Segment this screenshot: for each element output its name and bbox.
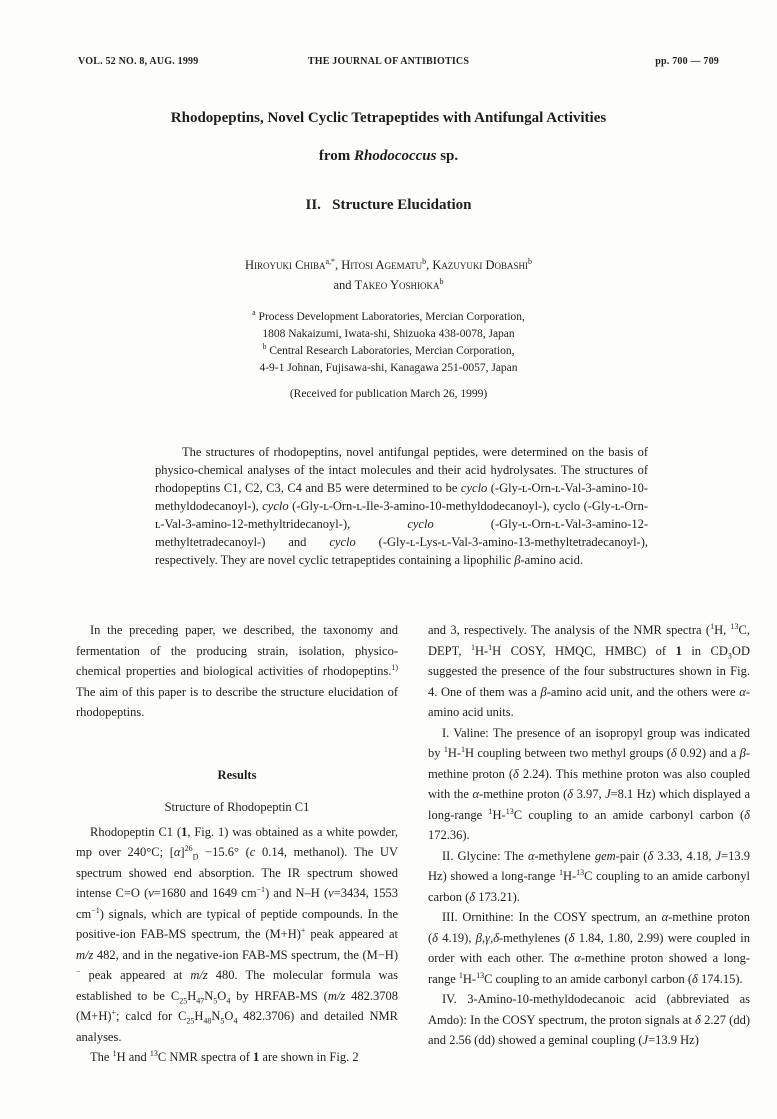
structure-subheading: Structure of Rhodopeptin C1 <box>164 800 310 814</box>
abstract <box>155 443 648 569</box>
running-header-volume: VOL. 52 NO. 8, AUG. 1999 <box>78 56 199 67</box>
results-heading: Results <box>217 767 257 782</box>
right-column <box>428 620 750 1051</box>
intro-paragraph: In the preceding paper, we described, the taxonomy and fermentation of the producing strain, isolation, physico-chemical properties and biological activities of rhodopeptins.$^{1)}$ The aim of this paper is to describe the structure elucidation of rhodopeptins. <box>76 623 398 719</box>
nmr-analysis-paragraph: and 3, respectively. The analysis of the NMR spectra ($^1$H, $^{13}$C, DEPT, $^1$H-$^1$H COSY, HMQC, HMBC) of 1 in $CD_3OD$ suggested the presence of the four substructures shown in Fig. 4. One of them was a β-amino acid unit, and the others were α-amino acid units. <box>428 621 751 719</box>
valine-paragraph: I. Valine: The presence of an isopropyl group was indicated by $^1$H-$^1$H coupling between two methyl groups (δ 0.92) and a β-methine proton (δ 2.24). This methine proton was also coupled with the α-methine proton (δ 3.97, J=8.1 Hz) which displayed a long-range $^1$H-$^{13}$C coupling to an amide carbonyl carbon (δ 172.36). <box>428 725 751 842</box>
running-header-pages: pp. 700 — 709 <box>655 56 719 67</box>
running-header-journal: THE JOURNAL OF ANTIBIOTICS <box>307 56 470 67</box>
nmr-spectra-paragraph: The $^1$H and $^{13}$C NMR spectra of 1 are shown in Fig. 2 <box>90 1048 359 1064</box>
affiliation-a-line1: $^a$ Process Development Laboratories, Mercian Corporation, <box>252 308 525 323</box>
amdo-paragraph: IV. 3-Amino-10-methyldodecanoic acid (abbreviated as Amdo): In the COSY spectrum, the proton signals at δ 2.27 (dd) and 2.56 (dd) showed a geminal coupling (J=13.9 Hz) <box>428 992 751 1047</box>
affiliation-a-line2: 1808 Nakaizumi, Iwata-shi, Shizuoka 438-0078, Japan <box>262 328 515 340</box>
abstract-text: The structures of rhodopeptins, novel antifungal peptides, were determined on the basis of physico-chemical analyses of the intact molecules and their acid hydrolysates. The structures of rhodopeptins C1, C2, C3, C4 and B5 were determined to be cyclo (-Gly-ʟ-Orn-ʟ-Val-3-amino-10-methyldodecanoyl-), cyclo (-Gly-ʟ-Orn-ʟ-Ile-3-amino-10-methyldodecanoyl-), cyclo (-Gly-ʟ-Orn-ʟ-Val-3-amino-12-methyltridecanoyl-), cyclo (-Gly-ʟ-Orn-ʟ-Val-3-amino-12-methyltetradecanoyl-) and cyclo (-Gly-ʟ-Lys-ʟ-Val-3-amino-13-methyltetradecanoyl-), respectively. They are novel cyclic tetrapeptides containing a lipophilic β-amino acid. <box>155 445 649 567</box>
rhodopeptin-c1-paragraph: Rhodopeptin C1 (1, Fig. 1) was obtained as a white powder, mp over 240°C; $[\alpha]^{26}_D -15.6^\circ$ (c 0.14, methanol). The UV spectrum showed end absorption. The IR spectrum showed intense C=O (ν=1680 and 1649 $cm^{-1}$) and N–H (ν=3434, 1553 $cm^{-1}$) signals, which are typical of peptide compounds. In the positive-ion FAB-MS spectrum, the (M+H)+ peak appeared at m/z 482, and in the negative-ion FAB-MS spectrum, the (M−H)− peak appeared at m/z 480. The molecular formula was established to be $C_{25}H_{47}N_5O_4$ by HRFAB-MS (m/z 482.3708 (M+H)+; calcd for $C_{25}H_{48}N_5O_4$ 482.3706) and detailed NMR analyses. <box>76 824 399 1044</box>
ornithine-paragraph: III. Ornithine: In the COSY spectrum, an α-methine proton (δ 4.19), β,γ,δ-methylenes (δ 1.84, 1.80, 2.99) were coupled in order with each other. The α-methine proton showed a long-range $^1$H-$^{13}$C coupling to an amide carbonyl carbon (δ 174.15). <box>428 910 750 986</box>
glycine-paragraph: II. Glycine: The α-methylene gem-pair (δ 3.33, 4.18, J=13.9 Hz) showed a long-range $^1$H-$^{13}$C coupling to an amide carbonyl carbon (δ 173.21). <box>428 848 751 904</box>
author-line2: and Takeo Yoshioka$^b$ <box>333 276 444 292</box>
paper-title-line1: Rhodopeptins, Novel Cyclic Tetrapeptides with Antifungal Activities <box>170 110 607 126</box>
paper-title-line2: from Rhodococcus sp. <box>318 148 459 164</box>
left-column <box>76 620 398 1068</box>
author-line1: Hiroyuki Chiba$^{a,*}$, Hitosi Agematu$^b$, Kazuyuki Dobashi$^b$ <box>244 256 533 272</box>
affiliation-b-line1: $^b$ Central Research Laboratories, Mercian Corporation, <box>262 342 515 357</box>
paper-subtitle: II. Structure Elucidation <box>305 197 472 213</box>
received-date: (Received for publication March 26, 1999) <box>289 388 488 400</box>
affiliation-b-line2: 4-9-1 Johnan, Fujisawa-shi, Kanagawa 251-0057, Japan <box>259 362 518 374</box>
